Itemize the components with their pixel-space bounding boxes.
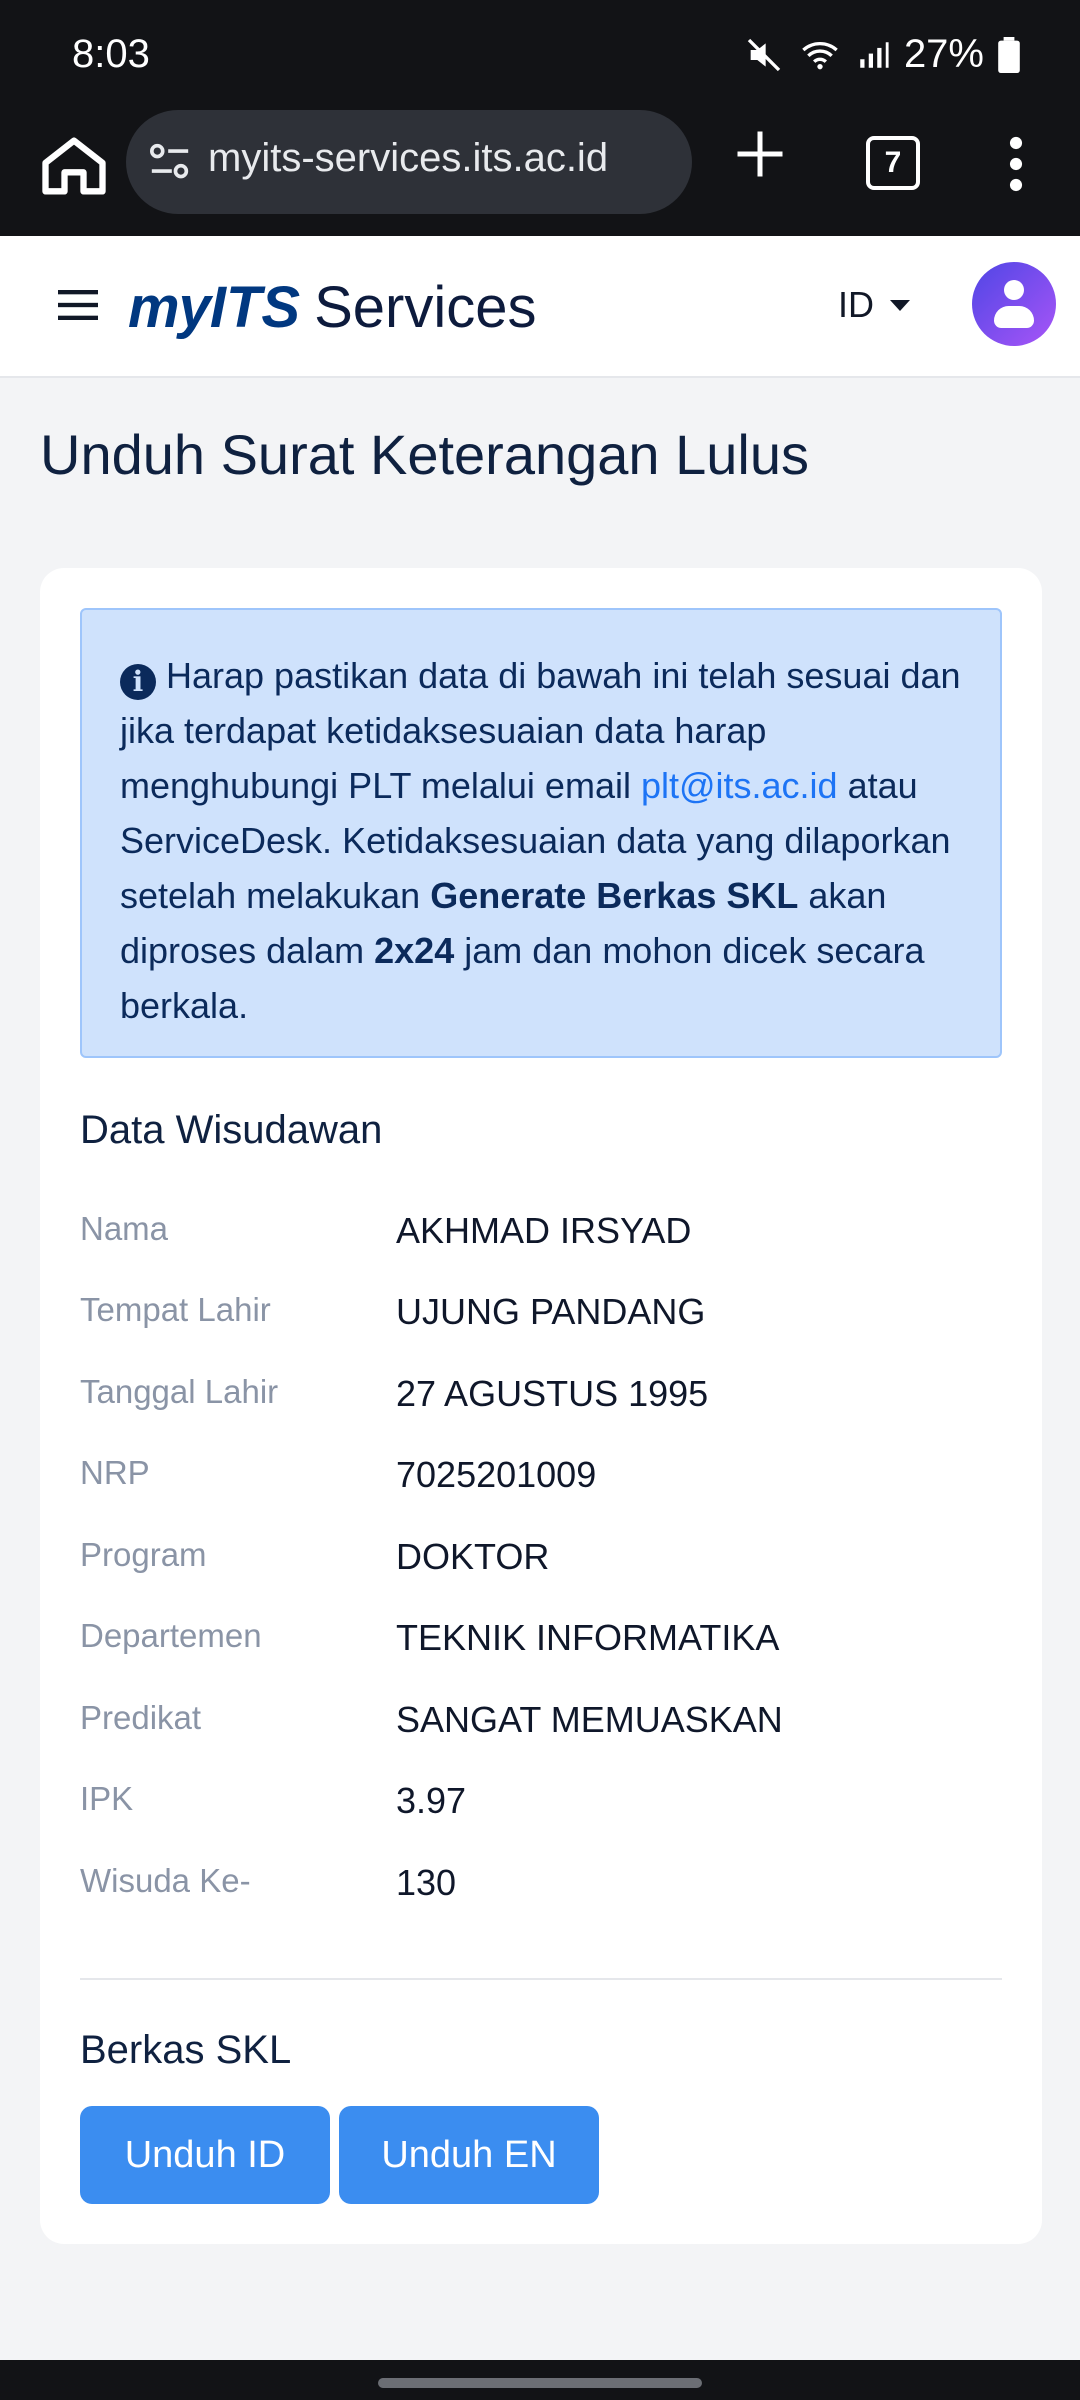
row-label: NRP bbox=[80, 1454, 150, 1491]
row-value: AKHMAD IRSYAD bbox=[396, 1210, 692, 1251]
language-selector[interactable] bbox=[838, 284, 910, 326]
alert-text-1: Harap pastikan data di bawah ini telah sesuai dan jika terdapat ketidaksesuaian data harap menghubungi PLT melalui email bbox=[120, 655, 961, 806]
data-row bbox=[80, 1454, 1002, 1534]
row-label: Tanggal Lahir bbox=[80, 1373, 279, 1410]
data-row bbox=[80, 1291, 1002, 1371]
signal-icon bbox=[856, 35, 890, 75]
alert-text-4: jam dan mohon dicek secara berkala. bbox=[120, 930, 925, 1026]
site-settings-icon[interactable] bbox=[148, 142, 192, 182]
page-title: Unduh Surat Keterangan Lulus bbox=[40, 423, 809, 486]
row-value: UJUNG PANDANG bbox=[396, 1291, 706, 1332]
home-icon[interactable] bbox=[36, 128, 112, 204]
myits-logo[interactable] bbox=[128, 274, 536, 341]
wifi-icon bbox=[798, 35, 842, 75]
home-gesture-handle[interactable] bbox=[378, 2378, 702, 2388]
row-label: Wisuda Ke- bbox=[80, 1862, 251, 1899]
mute-icon bbox=[744, 35, 784, 75]
email-link[interactable]: plt@its.ac.id bbox=[640, 765, 838, 806]
data-row bbox=[80, 1373, 1002, 1453]
data-row bbox=[80, 1210, 1002, 1290]
info-alert bbox=[80, 608, 1002, 1058]
logo-services: Services bbox=[314, 275, 537, 340]
data-row bbox=[80, 1862, 1002, 1942]
tab-switcher-button[interactable]: 7 bbox=[866, 136, 920, 190]
content-card bbox=[40, 568, 1042, 2244]
data-section-heading: Data Wisudawan bbox=[80, 1108, 383, 1152]
row-value: SANGAT MEMUASKAN bbox=[396, 1699, 783, 1740]
alert-bold-2: 2x24 bbox=[374, 930, 455, 971]
alert-text-2: atau ServiceDesk. Ketidaksesuaian data yang dilaporkan setelah melakukan bbox=[120, 765, 951, 916]
status-bar bbox=[0, 0, 1080, 110]
data-row bbox=[80, 1699, 1002, 1779]
row-value: TEKNIK INFORMATIKA bbox=[396, 1617, 780, 1658]
row-label: Predikat bbox=[80, 1699, 202, 1736]
logo-my: my bbox=[128, 275, 210, 340]
alert-text-3: akan diproses dalam bbox=[120, 875, 887, 971]
avatar-head bbox=[1004, 280, 1024, 300]
info-icon: i bbox=[120, 664, 156, 700]
download-id-button[interactable]: Unduh ID bbox=[80, 2106, 330, 2204]
row-value: 130 bbox=[396, 1862, 457, 1903]
gesture-navigation-bar bbox=[0, 2360, 1080, 2400]
address-bar[interactable] bbox=[126, 110, 692, 214]
battery-percent: 27% bbox=[903, 32, 984, 76]
browser-toolbar bbox=[0, 110, 1080, 236]
status-icons bbox=[744, 32, 1020, 77]
more-menu-icon[interactable] bbox=[1006, 136, 1026, 192]
logo-its: ITS bbox=[209, 275, 301, 340]
avatar-body bbox=[994, 306, 1034, 328]
data-row bbox=[80, 1536, 1002, 1616]
url-text: myits-services.its.ac.id bbox=[208, 136, 609, 180]
alert-bold-1: Generate Berkas SKL bbox=[430, 875, 799, 916]
section-divider bbox=[80, 1978, 1002, 1980]
status-time: 8:03 bbox=[72, 32, 150, 76]
row-label: Nama bbox=[80, 1210, 169, 1247]
chevron-down-icon bbox=[890, 300, 910, 311]
row-value: 3.97 bbox=[396, 1780, 467, 1821]
language-label: ID bbox=[838, 284, 874, 325]
user-avatar[interactable] bbox=[972, 262, 1056, 346]
files-section-heading: Berkas SKL bbox=[80, 2028, 292, 2072]
row-label: IPK bbox=[80, 1780, 134, 1817]
hamburger-menu-icon[interactable] bbox=[58, 288, 98, 322]
row-label: Program bbox=[80, 1536, 207, 1573]
battery-icon bbox=[998, 37, 1020, 73]
data-row bbox=[80, 1617, 1002, 1697]
row-value: 27 AGUSTUS 1995 bbox=[396, 1373, 709, 1414]
row-value: DOKTOR bbox=[396, 1536, 550, 1577]
download-en-button[interactable]: Unduh EN bbox=[339, 2106, 599, 2204]
data-row bbox=[80, 1780, 1002, 1860]
app-header bbox=[0, 236, 1080, 378]
row-value: 7025201009 bbox=[396, 1454, 597, 1495]
row-label: Tempat Lahir bbox=[80, 1291, 271, 1328]
row-label: Departemen bbox=[80, 1617, 262, 1654]
new-tab-icon[interactable] bbox=[730, 124, 790, 184]
